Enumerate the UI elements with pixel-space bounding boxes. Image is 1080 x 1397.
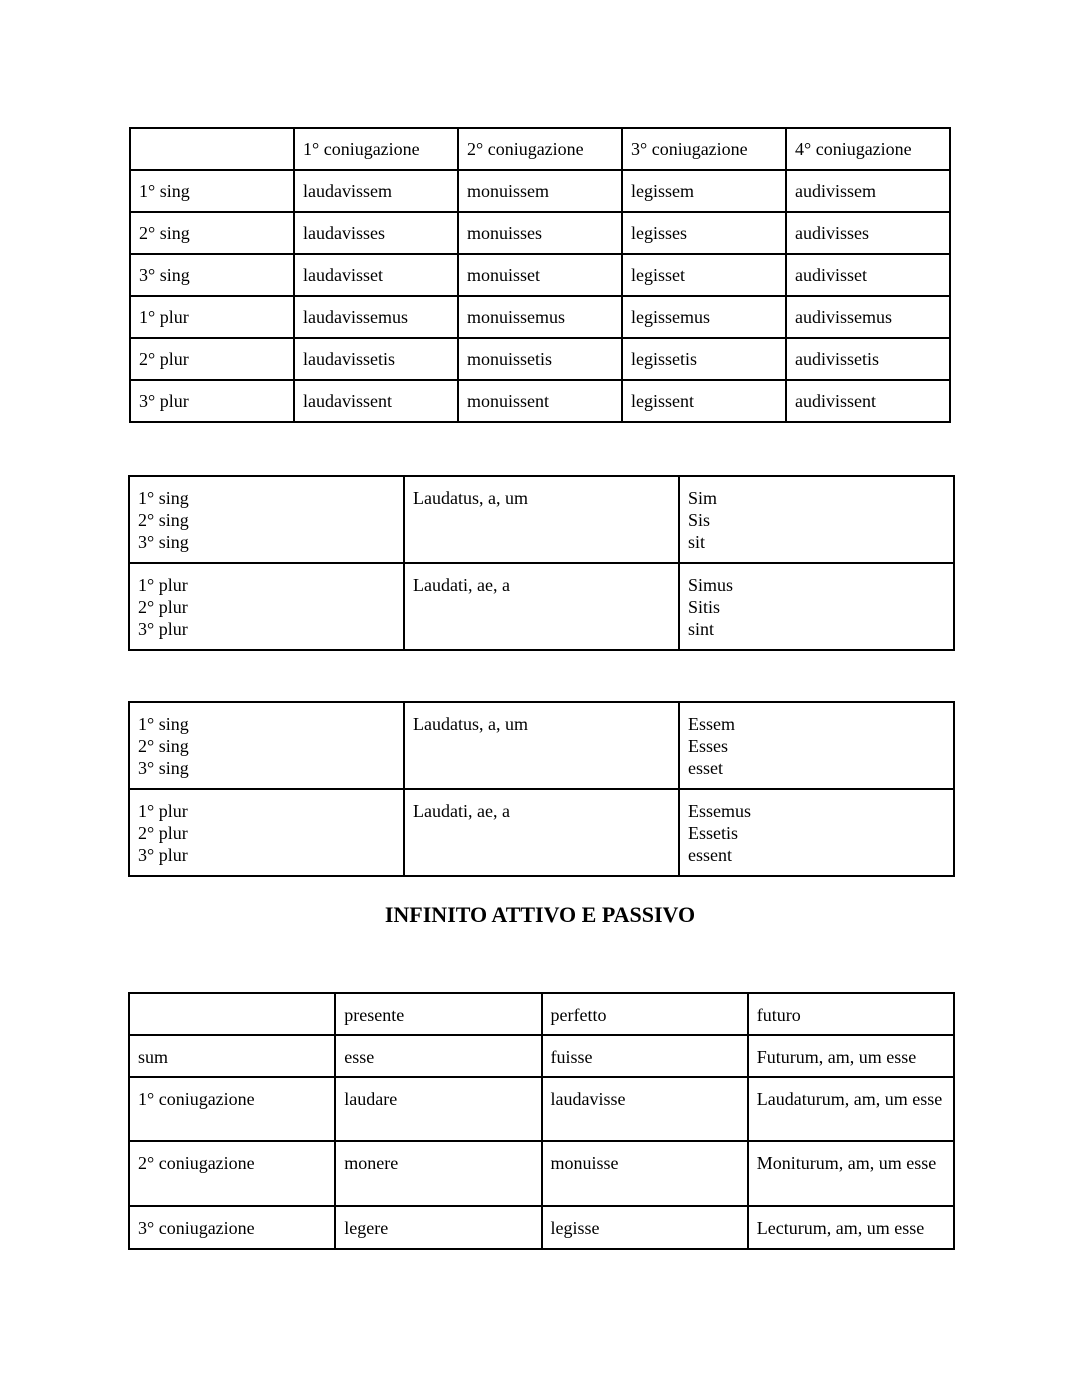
table-cell: Laudaturum, am, um esse xyxy=(748,1077,954,1141)
header-cell: 3° coniugazione xyxy=(622,128,786,170)
table-cell: monuisse xyxy=(542,1141,748,1206)
table-cell: legissem xyxy=(622,170,786,212)
table-row xyxy=(129,1206,954,1249)
table-cell: 1° sing 2° sing 3° sing xyxy=(129,476,404,563)
perfetto-passivo-table xyxy=(128,475,955,651)
table-cell: audivissetis xyxy=(786,338,950,380)
table-cell: sum xyxy=(129,1035,335,1077)
table-cell: laudavisset xyxy=(294,254,458,296)
table-cell: Laudati, ae, a xyxy=(404,563,679,650)
header-cell: perfetto xyxy=(542,993,748,1035)
table-cell: Moniturum, am, um esse xyxy=(748,1141,954,1206)
table-cell: legisse xyxy=(542,1206,748,1249)
table-cell: 1° coniugazione xyxy=(129,1077,335,1141)
table-cell: 3° sing xyxy=(130,254,294,296)
table-cell: 1° plur 2° plur 3° plur xyxy=(129,563,404,650)
header-row xyxy=(130,128,950,170)
table-cell: legere xyxy=(335,1206,541,1249)
header-cell: 2° coniugazione xyxy=(458,128,622,170)
table-cell: Laudatus, a, um xyxy=(404,476,679,563)
header-cell: 4° coniugazione xyxy=(786,128,950,170)
table-cell: laudare xyxy=(335,1077,541,1141)
table-cell: Laudati, ae, a xyxy=(404,789,679,876)
table-cell: 2° plur xyxy=(130,338,294,380)
table-row xyxy=(129,1141,954,1206)
table-cell: laudavisses xyxy=(294,212,458,254)
table-cell: 3° coniugazione xyxy=(129,1206,335,1249)
table-cell: monuissent xyxy=(458,380,622,422)
table-row xyxy=(130,380,950,422)
table-cell: 1° sing xyxy=(130,170,294,212)
table-row xyxy=(129,563,954,650)
table-row xyxy=(129,702,954,789)
table-cell: laudavissent xyxy=(294,380,458,422)
table-row xyxy=(129,1077,954,1141)
table-cell: 1° plur xyxy=(130,296,294,338)
table-cell: Essem Esses esset xyxy=(679,702,954,789)
table-row xyxy=(130,170,950,212)
header-cell xyxy=(129,993,335,1035)
table-cell: Futurum, am, um esse xyxy=(748,1035,954,1077)
table-cell: laudavissetis xyxy=(294,338,458,380)
table-cell: 3° plur xyxy=(130,380,294,422)
table-cell: Simus Sitis sint xyxy=(679,563,954,650)
table-cell: 2° coniugazione xyxy=(129,1141,335,1206)
table-cell: legissent xyxy=(622,380,786,422)
header-cell: presente xyxy=(335,993,541,1035)
table-cell: audivissem xyxy=(786,170,950,212)
table-cell: audivisses xyxy=(786,212,950,254)
table-cell: monere xyxy=(335,1141,541,1206)
table-cell: laudavisse xyxy=(542,1077,748,1141)
table-row xyxy=(130,212,950,254)
table-cell: monuissemus xyxy=(458,296,622,338)
table-cell: monuisset xyxy=(458,254,622,296)
table-row xyxy=(129,789,954,876)
header-cell: futuro xyxy=(748,993,954,1035)
table-cell: Laudatus, a, um xyxy=(404,702,679,789)
table-row xyxy=(129,1035,954,1077)
table-cell: audivissemus xyxy=(786,296,950,338)
table-cell: legissetis xyxy=(622,338,786,380)
header-cell: 1° coniugazione xyxy=(294,128,458,170)
table-row xyxy=(130,296,950,338)
table-row xyxy=(130,254,950,296)
table-cell: legissemus xyxy=(622,296,786,338)
table-cell: fuisse xyxy=(542,1035,748,1077)
table-cell: laudavissemus xyxy=(294,296,458,338)
table-cell: Sim Sis sit xyxy=(679,476,954,563)
congiuntivo-attivo-table xyxy=(129,127,951,423)
table-row xyxy=(129,476,954,563)
table-cell: esse xyxy=(335,1035,541,1077)
piuccheperfetto-passivo-table xyxy=(128,701,955,877)
infinito-table xyxy=(128,992,955,1250)
table-cell: 2° sing xyxy=(130,212,294,254)
section-heading: INFINITO ATTIVO E PASSIVO xyxy=(384,902,696,927)
table-cell: monuisses xyxy=(458,212,622,254)
table-cell: legisset xyxy=(622,254,786,296)
table-cell: 1° plur 2° plur 3° plur xyxy=(129,789,404,876)
table-cell: Essemus Essetis essent xyxy=(679,789,954,876)
table-cell: laudavissem xyxy=(294,170,458,212)
table-cell: audivissent xyxy=(786,380,950,422)
table-cell: monuissetis xyxy=(458,338,622,380)
table-cell: monuissem xyxy=(458,170,622,212)
header-cell xyxy=(130,128,294,170)
table-cell: audivisset xyxy=(786,254,950,296)
table-cell: legisses xyxy=(622,212,786,254)
table-cell: Lecturum, am, um esse xyxy=(748,1206,954,1249)
table-cell: 1° sing 2° sing 3° sing xyxy=(129,702,404,789)
table-row xyxy=(130,338,950,380)
header-row xyxy=(129,993,954,1035)
